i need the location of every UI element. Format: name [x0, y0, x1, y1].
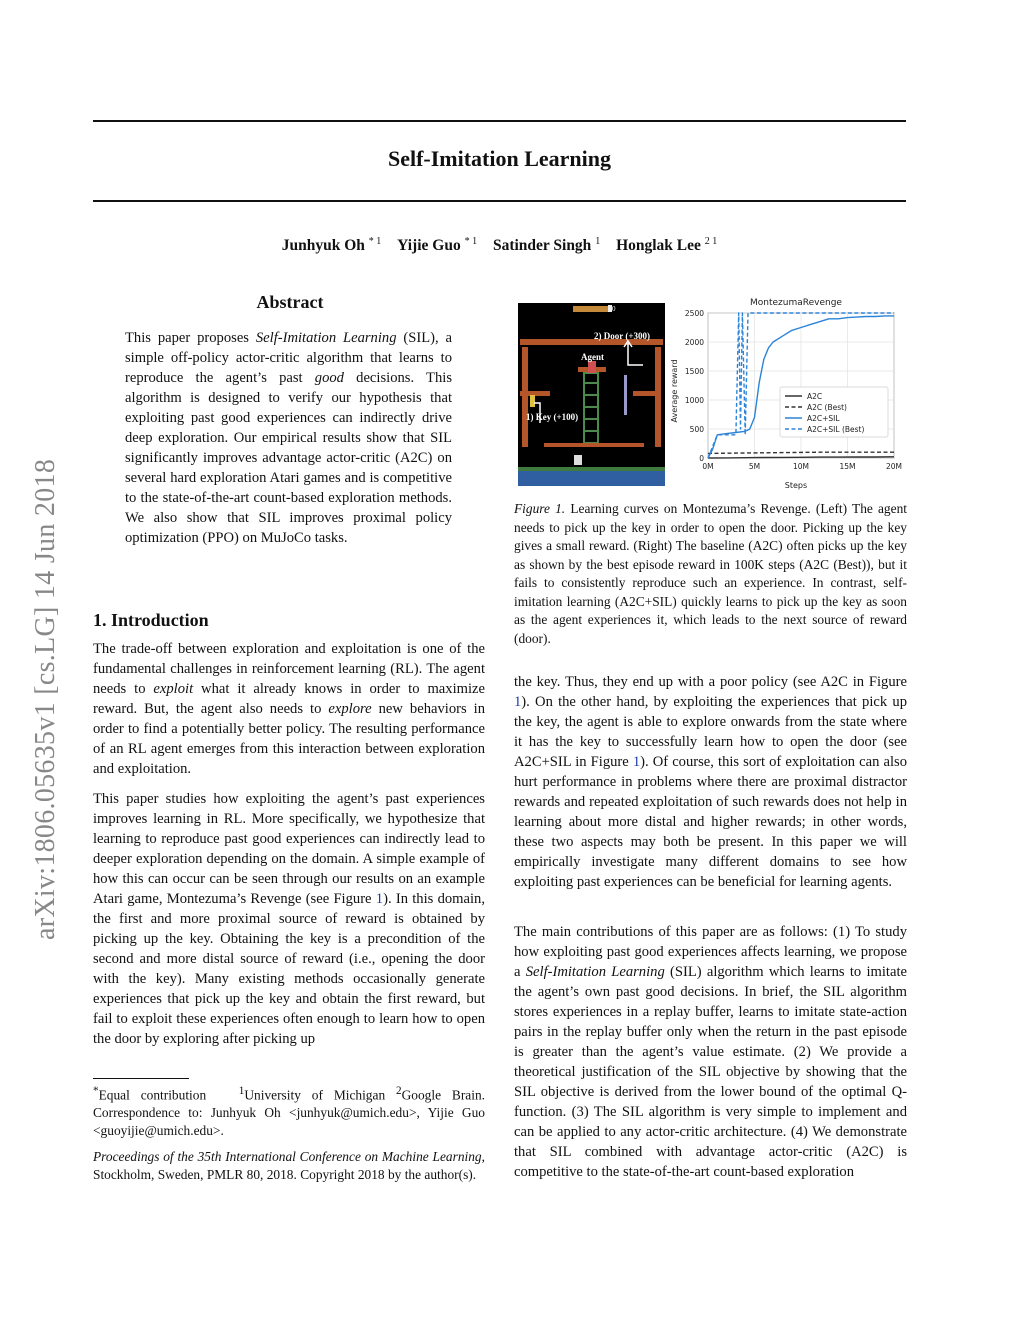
- top-rule: [93, 120, 906, 122]
- author: Yijie Guo $^{* 1}$: [397, 236, 478, 255]
- figure-link[interactable]: 1: [632, 754, 641, 770]
- section-heading: 1. Introduction: [93, 610, 209, 630]
- agent-label: Agent: [581, 352, 604, 362]
- author-list: [93, 236, 906, 255]
- intro-paragraph-2: This paper studies how exploiting the agent’s past experiences improves learning in RL. More specifically, we hypothesize that learning to reproduce past good experiences can indirectly lead to deeper exploration depending on the domain. A simple example of how this can occur can be seen through our results on an example Atari game, Montezuma’s Revenge (see Figure 1). In this domain, the first and more proximal source of reward is obtained by picking up the key. Obtaining the key is a precondition of the second and more distal source of reward (i.e., opening the door with the key). Many existing methods occasionally generate experiences that pick up the key and obtain the first reward, but fail to exploit these experiences often enough to learn how to open the door by exploring after picking up: [93, 791, 485, 1047]
- figure-link[interactable]: 1: [514, 694, 522, 710]
- title-rule: [93, 200, 906, 202]
- y-tick-label: 1000: [684, 396, 704, 405]
- y-tick-label: 500: [689, 425, 704, 434]
- key-label: 1) Key (+100): [526, 412, 579, 422]
- legend-entry: A2C (Best): [807, 403, 847, 412]
- abstract-heading: Abstract: [256, 292, 324, 312]
- right-paragraph-1: the key. Thus, they end up with a poor policy (see A2C in Figure 1). On the other hand, by exploiting the experiences that pick up the key, the agent is able to explore onwards from the state where it has the key to successfully learn how to open the door (see A2C+SIL in Figure 1). Of course, this sort of exploitation can also hurt performance in problems where there are proximal distractor rewards and repeated exploitation of such rewards does not help in learning about more distal and higher rewards; in other words, these two aspects may both be present. In this paper we will empirically investigate many different domains to see how exploiting past experiences can be beneficial for learning agents.: [514, 674, 907, 890]
- x-axis-label: Steps: [784, 481, 808, 490]
- x-tick-label: 20M: [885, 462, 903, 471]
- arxiv-identifier: arXiv:1806.05635v1 [cs.LG] 14 Jun 2018: [30, 458, 61, 940]
- x-tick-label: 10M: [792, 462, 810, 471]
- legend-entry: A2C: [807, 392, 823, 401]
- game-screenshot: [518, 303, 665, 486]
- game-scene: [518, 303, 665, 486]
- author: Junhyuk Oh $^{* 1}$: [281, 236, 382, 255]
- y-axis-label: Average reward: [670, 359, 679, 423]
- paper-title: Self-Imitation Learning: [387, 146, 612, 171]
- legend-entry: A2C+SIL: [807, 414, 840, 423]
- y-tick-label: 2000: [684, 338, 704, 347]
- chart-svg: [668, 293, 904, 493]
- y-tick-label: 1500: [684, 367, 704, 376]
- game-score-label: 0: [612, 305, 616, 313]
- abstract-body: This paper proposes Self-Imitation Learning (SIL), a simple off-policy actor-critic algorithm that learns to reproduce the agent’s past good decisions. This algorithm is designed to verify our hypothesis that exploiting past good experiences can indirectly drive deep exploration. Our empirical results show that SIL significantly improves advantage actor-critic (A2C) on several hard exploration Atari games and is competitive to the state-of-the-art count-based exploration methods. We also show that SIL improves proximal policy optimization (PPO) on MuJoCo tasks.: [125, 330, 452, 546]
- x-tick-label: 5M: [748, 462, 761, 471]
- author: Satinder Singh $^1$: [492, 236, 601, 255]
- x-tick-label: 15M: [839, 462, 856, 471]
- x-tick-label: 0M: [702, 462, 714, 471]
- proceedings-note: Proceedings of the 35th International Conference on Machine Learning, Stockholm, Sweden, PMLR 80, 2018. Copyright 2018 by the author(s).: [93, 1149, 485, 1182]
- door-label: 2) Door (+300): [594, 331, 650, 341]
- figure-link[interactable]: 1: [375, 891, 384, 907]
- chart-title: MontezumaRevenge: [750, 298, 842, 308]
- y-tick-label: 2500: [684, 309, 704, 318]
- footnote-rule: [93, 1078, 189, 1079]
- author: Honglak Lee $^{2 1}$: [616, 236, 718, 255]
- figure-caption: Figure 1. Learning curves on Montezuma’s Revenge. (Left) The agent needs to pick up the key in order to open the door. Picking up the key gives a small reward. (Right) The baseline (A2C) often picks up the key as shown by the best episode reward in 100K steps (A2C (Best)), but it fails to consistently reproduce such an experience. In contrast, self-imitation learning (A2C+SIL) quickly learns to pick up the key as soon as the agent experiences it, which leads to the next source of reward (door).: [514, 501, 907, 646]
- legend-entry: A2C+SIL (Best): [807, 425, 865, 434]
- intro-paragraph-1: The trade-off between exploration and exploitation is one of the fundamental challenges in reinforcement learning (RL). The agent needs to exploit what it already knows in order to maximize reward. But, the agent also needs to explore new behaviors in order to find a potentially better policy. The resulting performance of an RL agent emerges from this interaction between exploration and exploitation.: [93, 641, 485, 777]
- right-paragraph-2: The main contributions of this paper are as follows: (1) To study how exploiting past good experiences affects learning, we propose a Self-Imitation Learning (SIL) algorithm which learns to imitate the agent’s own past good decisions. In brief, the SIL algorithm stores experiences in a replay buffer, learns to imitate state-action pairs in the replay buffer only when the return in the past episode is greater than the agent’s value estimate. (2) We provide a theoretical justification of the SIL objective by showing that the SIL objective is derived from the lower bound of the optimal Q-function. (3) The SIL algorithm is very simple to implement and can be applied to any actor-critic architecture. (4) We demonstrate that SIL combined with advantage actor-critic (A2C) is competitive to the state-of-the-art count-based exploration: [514, 924, 907, 1180]
- y-tick-label: 0: [699, 454, 704, 463]
- learning-curve-chart: [668, 293, 904, 493]
- footnote: *Equal contribution $^1$University of Michigan $^2$Google Brain. Correspondence to: Junhyuk Oh <junhyuk@umich.edu>, Yijie Guo <guoyijie@umich.edu>.: [93, 1085, 486, 1139]
